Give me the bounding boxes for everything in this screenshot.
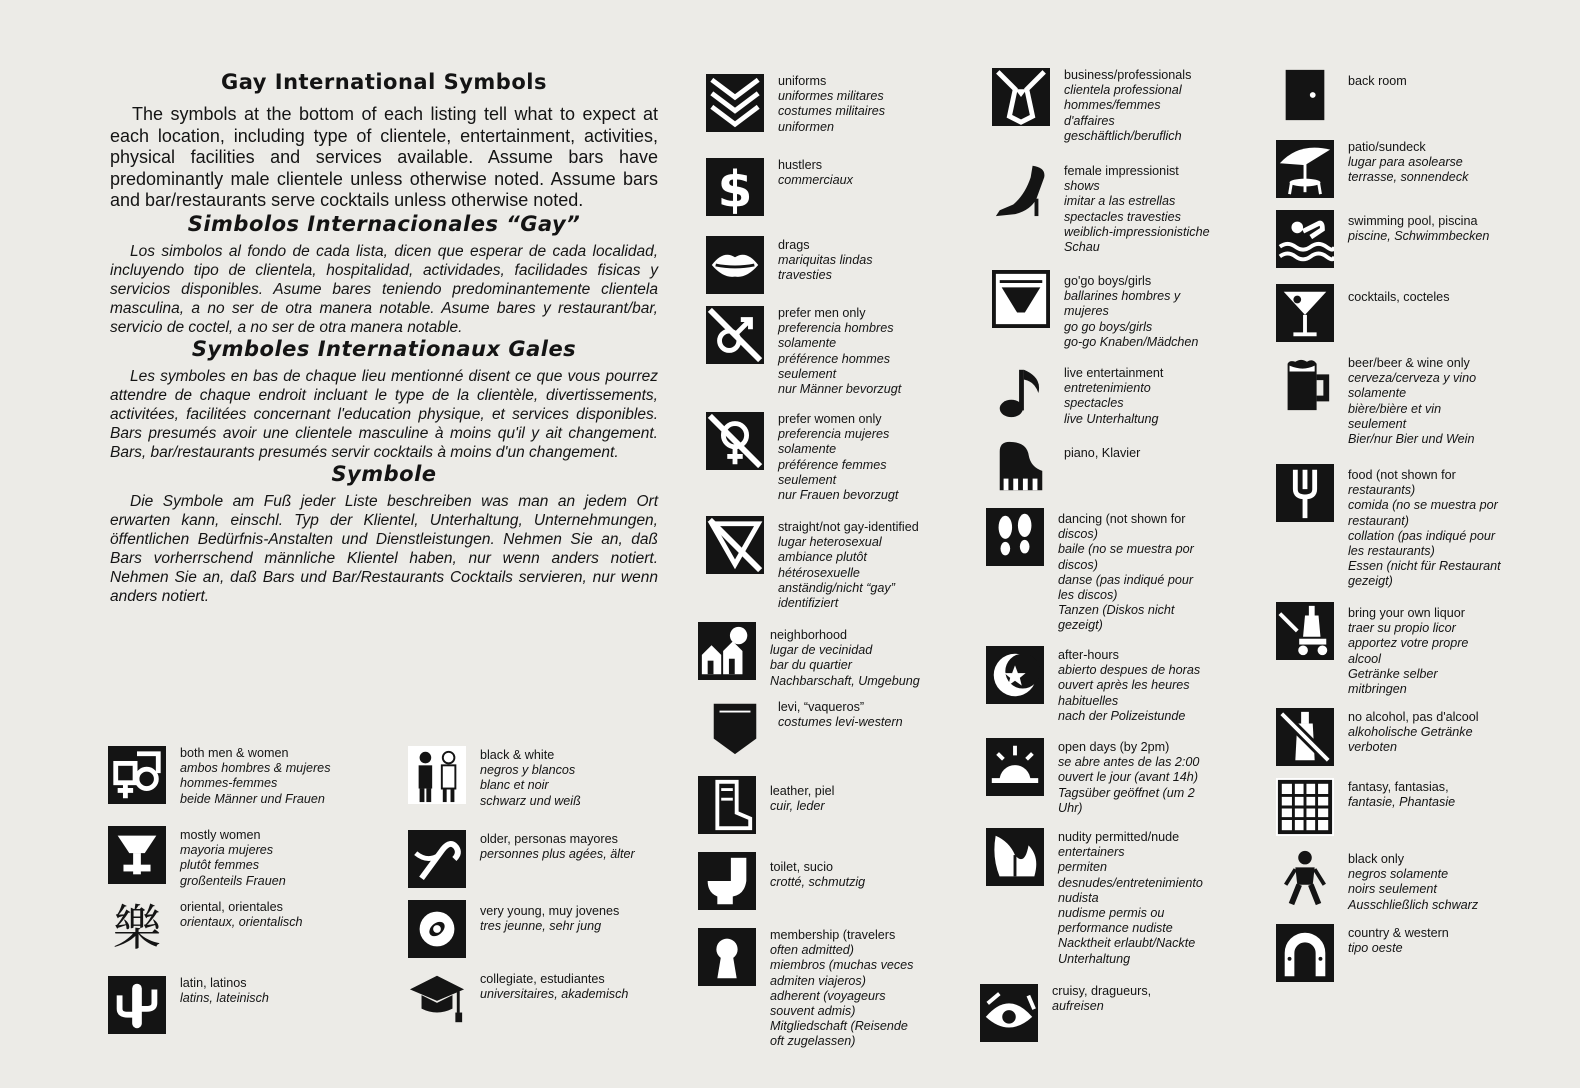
symbol-text-line: no alcohol, pas d'alcool xyxy=(1348,710,1479,724)
uniform-chevron-icon xyxy=(706,74,764,132)
figure-icon xyxy=(1276,848,1334,906)
symbol-description xyxy=(1064,68,1191,144)
symbol-entry xyxy=(1276,66,1407,124)
both-men-women-icon xyxy=(108,746,166,804)
symbol-text-line: alcool xyxy=(1348,651,1381,666)
german-title: Symbole xyxy=(331,461,437,486)
symbol-description xyxy=(1064,274,1198,350)
symbol-text-line: very young, muy jovenes xyxy=(480,904,620,918)
mortarboard-icon xyxy=(408,970,466,1028)
symbol-entry xyxy=(108,976,269,1034)
symbol-text-line: often admitted) xyxy=(770,943,855,958)
symbol-text-line: beide Männer und Frauen xyxy=(180,791,325,806)
symbol-text-line: oft zugelassen) xyxy=(770,1034,856,1049)
symbol-description xyxy=(778,520,919,611)
symbol-text-line: solamente xyxy=(778,336,837,351)
symbol-text-line: drags xyxy=(778,238,810,252)
symbol-text-line: restaurant) xyxy=(1348,513,1409,528)
symbol-text-line: nudity permitted/nude xyxy=(1058,830,1180,844)
symbol-entry xyxy=(1276,284,1450,342)
levi-pocket-icon xyxy=(706,698,764,756)
symbol-text-line: piscine, Schwimmbecken xyxy=(1348,229,1490,244)
symbol-description xyxy=(1348,140,1468,186)
symbol-text-line: Unterhaltung xyxy=(1058,951,1131,966)
cactus-icon xyxy=(108,976,166,1034)
symbol-text-line: live entertainment xyxy=(1064,366,1164,380)
symbol-text-line: lugar para asolearse xyxy=(1348,155,1463,170)
symbol-text-line: older, personas mayores xyxy=(480,832,618,846)
symbol-text-line: spectacles xyxy=(1064,396,1124,411)
symbol-text-line: adherent (voyageurs xyxy=(770,988,886,1003)
symbol-entry xyxy=(992,68,1191,144)
keyhole-icon xyxy=(698,928,756,986)
symbol-description xyxy=(1348,74,1407,89)
beer-mug-icon xyxy=(1276,356,1334,414)
symbol-description xyxy=(778,238,873,284)
symbol-text-line: membership (travelers xyxy=(770,928,896,942)
symbol-text-line: Nachbarschaft, Umgebung xyxy=(770,673,920,688)
symbol-text-line: préférence hommes xyxy=(778,351,890,366)
symbol-text-line: abierto despues de horas xyxy=(1058,663,1201,678)
symbol-entry xyxy=(408,970,628,1028)
symbol-entry xyxy=(1276,924,1449,982)
symbol-text-line: levi, “vaqueros” xyxy=(778,700,865,714)
symbol-text-line: back room xyxy=(1348,74,1407,88)
symbol-text-line: Bier/nur Bier und Wein xyxy=(1348,432,1475,447)
symbol-entry xyxy=(706,698,903,756)
symbol-description xyxy=(480,972,628,1002)
men-only-icon xyxy=(706,306,764,364)
symbol-text-line: costumes levi-western xyxy=(778,715,903,730)
symbol-description xyxy=(180,900,303,930)
symbol-text-line: ambos hombres & mujeres xyxy=(180,761,331,776)
symbol-text-line: Mitgliedschaft (Reisende xyxy=(770,1019,908,1034)
symbol-text-line: patio/sundeck xyxy=(1348,140,1426,154)
symbol-text-line: nudisme permis ou xyxy=(1058,906,1165,921)
symbol-entry xyxy=(992,270,1198,350)
symbol-text-line: black only xyxy=(1348,852,1405,866)
bottle-cart-icon xyxy=(1276,602,1334,660)
symbol-description xyxy=(1348,214,1489,244)
symbol-text-line: discos) xyxy=(1058,527,1098,542)
symbol-text-line: go-go Knaben/Mädchen xyxy=(1064,334,1199,349)
symbol-text-line: lugar de vecinidad xyxy=(770,643,873,658)
spanish-title: Simbolos Internacionales “Gay” xyxy=(187,211,581,236)
mostly-women-icon xyxy=(108,826,166,884)
symbol-text-line: ambiance plutôt xyxy=(778,550,867,565)
symbol-entry xyxy=(1276,356,1476,447)
symbol-description xyxy=(180,976,269,1006)
symbol-text-line: lugar heterosexual xyxy=(778,535,882,550)
symbol-text-line: cuir, leder xyxy=(770,799,825,814)
symbol-text-line: beer/beer & wine only xyxy=(1348,356,1470,370)
moon-star-icon xyxy=(986,646,1044,704)
symbol-text-line: straight/not gay-identified xyxy=(778,520,919,534)
german-text: Die Symbole am Fuß jeder Liste beschreiben was man an jedem Ort erwarten kann, einschl. Typ der Klientel, Unterhaltung, Unternehmungen, öffentlichen Bedürfnis-Anstalten und Dienstleistungen. Nehmen Sie an, daß Bars vorherrschend männliche Klientel haben, nur wenn anders notiert. Nehmen Sie an, daß Bars und Bar/Restaurants Cocktails servieren, nur wenn anders notiert. xyxy=(110,492,658,605)
symbol-description xyxy=(180,828,286,889)
symbol-text-line: female impressionist xyxy=(1064,164,1179,178)
necktie-icon xyxy=(992,68,1050,126)
symbol-text-line: Getränke selber xyxy=(1348,666,1438,681)
symbol-entry xyxy=(1276,464,1501,590)
symbol-text-line: negros solamente xyxy=(1348,867,1449,882)
symbol-description xyxy=(180,746,331,807)
symbol-text-line: nur Männer bevorzugt xyxy=(778,382,902,397)
symbol-text-line: personnes plus agées, älter xyxy=(480,847,635,862)
cruise-eye-icon xyxy=(980,984,1038,1042)
symbol-text-line: both men & women xyxy=(180,746,289,760)
symbol-text-line: blanc et noir xyxy=(480,778,549,793)
straight-icon xyxy=(706,516,764,574)
symbol-description xyxy=(1058,740,1199,816)
symbol-text-line: dancing (not shown for xyxy=(1058,512,1186,526)
symbol-description xyxy=(778,306,901,397)
symbol-text-line: baile (no se muestra por xyxy=(1058,542,1194,557)
symbol-description xyxy=(1058,648,1200,724)
symbol-entry xyxy=(1276,210,1489,268)
umbrella-table-icon xyxy=(1276,140,1334,198)
symbol-text-line: Tagsüber geöffnet (um 2 xyxy=(1058,785,1195,800)
svg-text:$: $ xyxy=(717,159,753,216)
symbol-entry xyxy=(408,830,635,888)
nudity-icon xyxy=(986,828,1044,886)
symbol-text-line: orientaux, orientalisch xyxy=(180,915,303,930)
symbol-text-line: nur Frauen bevorzugt xyxy=(778,488,899,503)
symbol-text-line: hommes-femmes xyxy=(180,776,278,791)
women-only-icon xyxy=(706,412,764,470)
symbol-text-line: solamente xyxy=(1348,386,1407,401)
no-alcohol-icon xyxy=(1276,708,1334,766)
symbol-text-line: tipo oeste xyxy=(1348,941,1403,956)
symbol-description xyxy=(1348,852,1478,913)
symbol-text-line: fantasy, fantasias, xyxy=(1348,780,1449,794)
oriental-icon xyxy=(108,896,166,954)
symbol-entry xyxy=(986,828,1203,967)
fantasy-window-icon xyxy=(1276,778,1334,836)
swimmer-icon xyxy=(1276,210,1334,268)
symbol-text-line: Ausschließlich schwarz xyxy=(1348,897,1479,912)
symbol-text-line: negros y blancos xyxy=(480,763,576,778)
symbol-description xyxy=(778,158,853,188)
symbol-text-line: nudista xyxy=(1058,890,1099,905)
symbol-entry xyxy=(408,746,581,809)
symbol-entry xyxy=(698,928,913,1050)
symbol-text-line: hétérosexuelle xyxy=(778,565,860,580)
symbol-entry xyxy=(986,738,1199,816)
symbol-text-line: universitaires, akademisch xyxy=(480,987,629,1002)
dollar-icon xyxy=(706,158,764,216)
symbol-text-line: piano, Klavier xyxy=(1064,446,1141,460)
symbol-text-line: großenteils Frauen xyxy=(180,873,286,888)
symbol-entry xyxy=(986,646,1200,724)
symbol-text-line: seulement xyxy=(778,366,837,381)
symbol-text-line: go go boys/girls xyxy=(1064,319,1153,334)
intro-section xyxy=(110,70,658,606)
sunrise-icon xyxy=(986,738,1044,796)
symbol-text-line: hommes/femmes xyxy=(1064,98,1161,113)
symbol-description xyxy=(1348,606,1468,697)
symbol-text-line: se abre antes de las 2:00 xyxy=(1058,755,1200,770)
symbol-description xyxy=(1058,512,1194,634)
symbol-description xyxy=(770,860,865,890)
symbol-description xyxy=(770,784,834,814)
symbol-description xyxy=(778,74,885,135)
symbol-text-line: after-hours xyxy=(1058,648,1119,662)
symbol-description xyxy=(1064,366,1163,427)
symbol-description xyxy=(1348,468,1501,590)
piano-icon xyxy=(992,438,1050,496)
symbol-text-line: crotté, schmutzig xyxy=(770,875,866,890)
symbol-text-line: imitar a las estrellas xyxy=(1064,194,1176,209)
symbol-text-line: souvent admis) xyxy=(770,1004,856,1019)
symbol-entry xyxy=(698,622,920,689)
english-text: The symbols at the bottom of each listing tell what to expect at each location, including type of clientele, entertainment, activities, physical facilities and services available. Assume bars have predominantly male clientele unless otherwise noted. Assume bars and bar/restaurants serve cocktails unless otherwise noted. xyxy=(110,104,658,211)
spanish-text: Los simbolos al fondo de cada lista, dicen que esperar de cada localidad, incluyendo tipo de clientela, hospitalidad, actividades, facilidades fisicas y servicios disponibles. Asume bares teniendo predominantemente clientela masculina, a no ser de otra manera notable. Asume bares y restaurant/bar, servicio de coctel, a no ser de otra manera notable. xyxy=(110,242,658,336)
symbol-text-line: discos) xyxy=(1058,557,1098,572)
symbol-entry xyxy=(1276,140,1468,198)
symbol-entry xyxy=(1276,778,1455,836)
symbol-text-line: mariquitas lindas xyxy=(778,253,873,268)
symbol-description xyxy=(480,748,581,809)
symbol-text-line: weiblich-impressionistiche xyxy=(1064,224,1210,239)
symbol-text-line: commerciaux xyxy=(778,173,853,188)
symbol-text-line: black & white xyxy=(480,748,555,762)
english-title: Gay International Symbols xyxy=(221,70,547,94)
symbol-entry xyxy=(706,236,873,294)
symbol-text-line: aufreisen xyxy=(1052,999,1104,1014)
symbol-text-line: nach der Polizeistunde xyxy=(1058,708,1186,723)
symbol-text-line: apportez votre propre xyxy=(1348,636,1469,651)
symbol-text-line: mostly women xyxy=(180,828,261,842)
symbol-text-line: alkoholische Getränke xyxy=(1348,725,1473,740)
door-icon xyxy=(1276,66,1334,124)
pacifier-icon xyxy=(408,900,466,958)
symbol-text-line: restaurants) xyxy=(1348,483,1416,498)
symbol-description xyxy=(1348,290,1450,305)
symbol-text-line: country & western xyxy=(1348,926,1449,940)
symbol-text-line: solamente xyxy=(778,442,837,457)
black-white-icon xyxy=(408,746,466,804)
symbol-text-line: desnudes/entretenimiento xyxy=(1058,875,1203,890)
symbol-text-line: hustlers xyxy=(778,158,823,172)
symbol-text-line: cocktails, cocteles xyxy=(1348,290,1450,304)
symbol-text-line: spectacles travesties xyxy=(1064,209,1181,224)
symbol-text-line: swimming pool, piscina xyxy=(1348,214,1478,228)
boot-icon xyxy=(698,776,756,834)
symbol-text-line: latin, latinos xyxy=(180,976,247,990)
symbol-text-line: preferencia hombres xyxy=(778,321,894,336)
symbol-text-line: neighborhood xyxy=(770,628,848,642)
symbol-entry xyxy=(698,776,834,834)
symbol-text-line: business/professionals xyxy=(1064,68,1192,82)
toilet-icon xyxy=(698,852,756,910)
symbol-entry xyxy=(992,438,1140,496)
symbol-text-line: mujeres xyxy=(1064,304,1109,319)
symbol-text-line: performance nudiste xyxy=(1058,921,1173,936)
symbol-text-line: geschäftlich/beruflich xyxy=(1064,128,1182,143)
symbol-entry xyxy=(1276,848,1478,913)
symbol-text-line: prefer women only xyxy=(778,412,882,426)
symbol-text-line: costumes militaires xyxy=(778,104,886,119)
symbol-text-line: seulement xyxy=(778,472,837,487)
symbol-text-line: traer su propio licor xyxy=(1348,621,1456,636)
symbol-text-line: gezeigt) xyxy=(1058,618,1103,633)
symbol-entry xyxy=(992,160,1210,255)
go-go-icon xyxy=(992,270,1050,328)
symbol-text-line: entertainers xyxy=(1058,845,1125,860)
symbol-text-line: Tanzen (Diskos nicht xyxy=(1058,603,1175,618)
symbol-entry xyxy=(706,412,898,503)
symbol-text-line: miembros (muchas veces xyxy=(770,958,914,973)
symbol-description xyxy=(1348,780,1455,810)
symbol-text-line: latins, lateinisch xyxy=(180,991,269,1006)
symbol-text-line: collegiate, estudiantes xyxy=(480,972,605,986)
french-title: Symboles Internationaux Gales xyxy=(191,336,577,361)
symbol-text-line: terrasse, sonnendeck xyxy=(1348,170,1469,185)
symbol-text-line: anständig/nicht “gay” xyxy=(778,580,895,595)
symbol-text-line: bière/bière et vin xyxy=(1348,401,1442,416)
symbol-text-line: bar du quartier xyxy=(770,658,852,673)
symbol-text-line: toilet, sucio xyxy=(770,860,833,874)
symbol-text-line: oriental, orientales xyxy=(180,900,283,914)
symbol-text-line: tres jeunne, sehr jung xyxy=(480,919,602,934)
symbol-text-line: verboten xyxy=(1348,740,1398,755)
symbol-text-line: Schau xyxy=(1064,240,1100,255)
symbol-text-line: seulement xyxy=(1348,416,1407,431)
symbol-description xyxy=(1348,356,1476,447)
symbol-description xyxy=(1058,830,1203,967)
symbol-text-line: fantasie, Phantasie xyxy=(1348,795,1456,810)
symbol-text-line: ouvert le jour (avant 14h) xyxy=(1058,770,1199,785)
symbol-description xyxy=(778,700,903,730)
symbol-text-line: comida (no se muestra por xyxy=(1348,498,1498,513)
symbol-text-line: identifiziert xyxy=(778,596,839,611)
dancing-icon xyxy=(986,508,1044,566)
symbol-text-line: Nacktheit erlaubt/Nackte xyxy=(1058,936,1196,951)
symbol-description xyxy=(480,904,619,934)
symbol-text-line: cruisy, dragueurs, xyxy=(1052,984,1152,998)
symbol-description xyxy=(770,628,920,689)
music-note-icon xyxy=(992,364,1050,422)
symbol-text-line: bring your own liquor xyxy=(1348,606,1465,620)
symbol-entry xyxy=(108,826,286,889)
symbol-text-line: live Unterhaltung xyxy=(1064,411,1159,426)
symbol-description xyxy=(480,832,635,862)
symbol-text-line: entretenimiento xyxy=(1064,381,1151,396)
symbol-description xyxy=(1052,984,1151,1014)
symbol-entry xyxy=(986,508,1194,634)
symbol-entry xyxy=(108,746,331,807)
symbol-text-line: les discos) xyxy=(1058,588,1118,603)
symbol-text-line: prefer men only xyxy=(778,306,866,320)
horseshoe-icon xyxy=(1276,924,1334,982)
symbol-text-line: uniformen xyxy=(778,119,835,134)
french-text: Les symboles en bas de chaque lieu mentionné disent ce que vous pourrez attendre de chaque endroit incluant le type de la clientèle, divertissements, activitées, facilitées concernant l'education physique, et services disponibles. Bars presumés avoir une clientele masculine à moins qu'il y ait changement. Bars, bar/restaurants presumés servir cocktails à moins d'un changement. xyxy=(110,367,658,461)
symbol-text-line: uniforms xyxy=(778,74,827,88)
symbol-text-line: leather, piel xyxy=(770,784,835,798)
symbol-text-line: habituelles xyxy=(1058,693,1119,708)
symbol-entry xyxy=(706,74,885,135)
symbol-description xyxy=(770,928,913,1050)
symbol-text-line: food (not shown for xyxy=(1348,468,1456,482)
fork-icon xyxy=(1276,464,1334,522)
symbol-text-line: uniformes militares xyxy=(778,89,884,104)
symbol-text-line: plutôt femmes xyxy=(180,858,260,873)
symbol-entry xyxy=(698,852,865,910)
symbol-text-line: permiten xyxy=(1058,860,1107,875)
cane-icon xyxy=(408,830,466,888)
symbol-text-line: gezeigt) xyxy=(1348,574,1393,589)
symbol-description xyxy=(1064,164,1210,255)
svg-text:樂: 樂 xyxy=(112,900,162,954)
symbol-entry xyxy=(1276,602,1468,697)
symbol-text-line: ouvert après les heures xyxy=(1058,678,1190,693)
symbol-entry xyxy=(706,516,919,611)
symbol-text-line: travesties xyxy=(778,268,832,283)
cocktail-glass-icon xyxy=(1276,284,1334,342)
symbol-text-line: danse (pas indiqué pour xyxy=(1058,572,1194,587)
symbol-text-line: les restaurants) xyxy=(1348,544,1435,559)
symbol-description xyxy=(1348,710,1479,756)
symbol-text-line: admiten viajeros) xyxy=(770,973,866,988)
symbol-text-line: Essen (nicht für Restaurant xyxy=(1348,559,1501,574)
symbol-text-line: preferencia mujeres xyxy=(778,427,890,442)
symbol-text-line: open days (by 2pm) xyxy=(1058,740,1170,754)
symbol-text-line: schwarz und weiß xyxy=(480,793,581,808)
neighborhood-icon xyxy=(698,622,756,680)
symbol-text-line: cerveza/cerveza y vino xyxy=(1348,371,1477,386)
symbol-text-line: go'go boys/girls xyxy=(1064,274,1152,288)
symbol-entry xyxy=(408,900,619,958)
symbol-text-line: shows xyxy=(1064,179,1100,194)
symbol-text-line: d'affaires xyxy=(1064,113,1115,128)
symbol-text-line: préférence femmes xyxy=(778,457,887,472)
symbol-text-line: ballarines hombres y xyxy=(1064,289,1181,304)
lips-icon xyxy=(706,236,764,294)
symbol-entry xyxy=(1276,708,1479,766)
symbol-entry xyxy=(980,984,1151,1042)
symbol-text-line: noirs seulement xyxy=(1348,882,1437,897)
high-heel-icon xyxy=(992,160,1050,218)
symbol-text-line: clientela professional xyxy=(1064,83,1182,98)
symbol-entry xyxy=(108,896,303,954)
symbol-description xyxy=(1348,926,1449,956)
symbol-text-line: Uhr) xyxy=(1058,800,1083,815)
symbol-description xyxy=(778,412,898,503)
symbol-text-line: mayoria mujeres xyxy=(180,843,274,858)
symbol-text-line: mitbringen xyxy=(1348,682,1407,697)
symbol-description xyxy=(1064,446,1140,461)
symbol-text-line: collation (pas indiqué pour xyxy=(1348,528,1496,543)
symbol-entry xyxy=(706,306,901,397)
symbol-entry xyxy=(992,364,1163,427)
symbol-entry xyxy=(706,158,853,216)
